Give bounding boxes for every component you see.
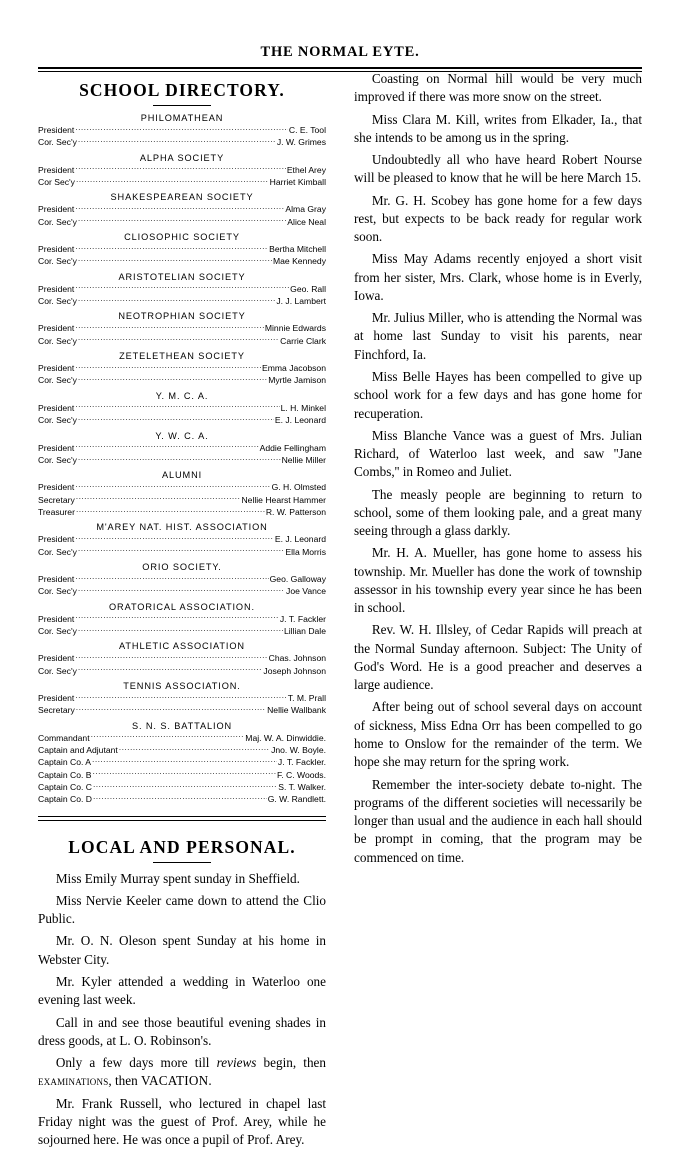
entry-dot-leader [78, 136, 276, 145]
organization-name: NEOTROPHIAN SOCIETY [118, 311, 246, 322]
entry-person: E. J. Leonard [274, 415, 326, 426]
organization-name: ORIO SOCIETY. [142, 561, 222, 572]
directory-organization [38, 311, 326, 347]
entry-dot-leader [78, 665, 263, 674]
entry-role: Cor. Sec'y [38, 586, 77, 597]
directory-organization [38, 522, 326, 558]
entry-role: President [38, 283, 75, 294]
reviews-text-end: . [208, 1073, 212, 1089]
entry-role: President [38, 244, 75, 255]
directory-entry [38, 756, 326, 768]
organization-name: ALUMNI [161, 470, 203, 481]
directory-entry [38, 164, 326, 176]
entry-dot-leader [78, 374, 267, 383]
entry-person: Myrtle Jamison [268, 375, 326, 386]
entry-dot-leader [78, 454, 281, 463]
organization-name: CLIOSOPHIC SOCIETY [124, 232, 240, 243]
two-column-body [38, 70, 642, 1148]
entry-person: Nellie Hearst Hammer [241, 494, 326, 505]
reviews-italic-word: reviews [216, 1055, 257, 1071]
entry-person: J. T. Fackler [279, 613, 326, 624]
local-personal-title: LOCAL AND PERSONAL. [68, 836, 296, 857]
directory-organization [38, 602, 326, 638]
entry-person: G. W. Randlett. [267, 794, 326, 805]
entry-person: Jno. W. Boyle. [271, 745, 326, 755]
entry-dot-leader [75, 533, 274, 542]
organization-name: ZETELETHEAN SOCIETY [119, 351, 245, 362]
entry-person: Ella Morris [285, 546, 326, 557]
entry-person: J. J. Lambert [276, 296, 326, 307]
entry-dot-leader [75, 402, 279, 411]
directory-entry [38, 362, 326, 374]
directory-entry [38, 652, 326, 664]
entry-role: Commandant [38, 732, 90, 743]
entry-dot-leader [78, 255, 272, 264]
article-paragraph: Mr. G. H. Scobey has gone home for a few days rest, but expects to be back ready for regular work soon. [354, 192, 642, 245]
article-paragraph: After being out of school several days on account of sickness, Miss Edna Orr has been compelled to go home to Onslow for the remainder of the term. We hope she may return for the spring work. [354, 699, 642, 770]
article-paragraph: Miss Nervie Keeler came down to attend the Clio Public. [38, 892, 326, 927]
directory-entry [38, 335, 326, 347]
directory-entry [38, 546, 326, 558]
entry-dot-leader [76, 176, 269, 185]
examinations-smallcaps: examinations [38, 1073, 109, 1089]
entry-role: Captain Co. C [38, 782, 92, 793]
entry-person: Nellie Wallbank [267, 705, 326, 716]
reviews-text-after: , then [108, 1073, 142, 1089]
entry-role: President [38, 442, 75, 453]
entry-dot-leader [75, 362, 261, 371]
entry-role: President [38, 613, 75, 624]
entry-dot-leader [78, 546, 285, 555]
entry-dot-leader [78, 585, 285, 594]
organization-name: ORATORICAL ASSOCIATION. [109, 601, 255, 612]
directory-organization [38, 431, 326, 467]
directory-entry [38, 203, 326, 215]
entry-role: Cor. Sec'y [38, 296, 77, 307]
entry-role: Secretary [38, 494, 75, 505]
directory-organization [38, 232, 326, 268]
directory-bottom-rule-thin [38, 820, 326, 821]
directory-entry [38, 442, 326, 454]
directory-entry [38, 414, 326, 426]
organization-name: Y. M. C. A. [155, 390, 209, 401]
directory-entry [38, 769, 326, 781]
entry-person: F. C. Woods. [276, 769, 326, 780]
entry-dot-leader [76, 494, 241, 503]
entry-dot-leader [78, 335, 279, 344]
local-personal-left-text [38, 870, 326, 1149]
directory-title-underline [153, 105, 211, 106]
directory-organization [38, 153, 326, 189]
article-paragraph: Miss Clara M. Kill, writes from Elkader, Ia., that she intends to be among us in the spring. [354, 111, 642, 145]
directory-entry [38, 295, 326, 307]
entry-role: Cor. Sec'y [38, 375, 77, 386]
entry-dot-leader [78, 414, 274, 423]
organization-name: S. N. S. BATTALION [131, 720, 233, 731]
entry-role: Cor. Sec'y [38, 137, 77, 148]
entry-person: Ethel Arey [286, 164, 326, 175]
directory-entry [38, 216, 326, 228]
left-column [38, 70, 326, 1148]
entry-role: Cor. Sec'y [38, 256, 77, 267]
organization-name: SHAKESPEAREAN SOCIETY [110, 192, 254, 203]
organization-name: TENNIS ASSOCIATION. [123, 680, 241, 691]
directory-organization [38, 192, 326, 228]
directory-organization [38, 641, 326, 677]
right-column [354, 70, 642, 995]
entry-person: Harriet Kimball [269, 177, 326, 188]
entry-role: Cor. Sec'y [38, 335, 77, 346]
entry-role: President [38, 482, 75, 493]
entry-role: President [38, 653, 75, 664]
entry-role: Cor Sec'y [38, 177, 75, 188]
directory-entry [38, 692, 326, 704]
organization-name: M'AREY NAT. HIST. ASSOCIATION [96, 522, 268, 533]
entry-dot-leader [75, 481, 270, 490]
directory-entry [38, 732, 326, 744]
entry-dot-leader [75, 692, 286, 701]
local-personal-underline [153, 862, 211, 863]
entry-role: President [38, 164, 75, 175]
directory-entry [38, 613, 326, 625]
directory-entry [38, 573, 326, 585]
local-personal-right-text [354, 70, 642, 867]
article-paragraph: Undoubtedly all who have heard Robert Nourse will be pleased to know that he will be here March 15. [354, 152, 642, 186]
entry-dot-leader [75, 243, 268, 252]
organization-name: PHILOMATHEAN [140, 113, 224, 123]
page-running-head: THE NORMAL EYTE. [260, 44, 420, 60]
entry-role: Treasurer [38, 506, 75, 517]
entry-person: Joseph Johnson [263, 665, 326, 676]
entry-role: Secretary [38, 705, 75, 716]
reviews-text-middle: begin, then [256, 1055, 326, 1071]
article-paragraph: Mr. O. N. Oleson spent Sunday at his home in Webster City. [38, 933, 326, 967]
entry-dot-leader [75, 283, 289, 292]
entry-dot-leader [75, 573, 268, 582]
entry-role: President [38, 573, 75, 584]
entry-person: C. E. Tool [288, 125, 326, 135]
article-paragraph-reviews [38, 1054, 326, 1091]
entry-person: Nellie Miller [281, 454, 326, 465]
entry-dot-leader [92, 756, 277, 765]
entry-dot-leader [93, 793, 267, 802]
article-paragraph: Miss Emily Murray spent sunday in Sheffield. [55, 870, 300, 886]
entry-dot-leader [75, 164, 286, 173]
entry-role: Cor. Sec'y [38, 665, 77, 676]
directory-entry [38, 283, 326, 295]
entry-person: T. M. Prall [287, 692, 326, 703]
entry-person: S. T. Walker. [278, 782, 326, 793]
entry-dot-leader [91, 732, 245, 741]
entry-dot-leader [76, 506, 265, 515]
article-paragraph: Coasting on Normal hill would be very much improved if there was more snow on the street. [354, 71, 642, 105]
entry-dot-leader [78, 216, 286, 225]
entry-role: President [38, 125, 75, 135]
directory-organization [38, 391, 326, 427]
directory-entry [38, 665, 326, 677]
entry-person: J. W. Grimes [276, 137, 326, 148]
article-paragraph: Rev. W. H. Illsley, of Cedar Rapids will preach at the Normal Sunday afternoon. Subject: The Unity of God's Word. He is a good preacher and deserves a large audience. [354, 622, 642, 693]
directory-organization [38, 470, 326, 518]
entry-dot-leader [78, 295, 275, 304]
entry-person: J. T. Fackler. [277, 757, 326, 768]
entry-dot-leader [93, 769, 276, 778]
directory-entry [38, 744, 326, 756]
entry-person: Emma Jacobson [261, 363, 326, 374]
article-paragraph: Mr. Kyler attended a wedding in Waterloo one evening last week. [38, 973, 326, 1008]
directory-entry [38, 481, 326, 493]
entry-dot-leader [75, 613, 279, 622]
article-paragraph: Miss Belle Hayes has been compelled to give up school work for a few days and has gone home for recuperation. [354, 368, 642, 421]
entry-dot-leader [78, 625, 283, 634]
article-paragraph: Miss May Adams recently enjoyed a short visit from her sister, Mrs. Clark, whose home is in Everly, Iowa. [354, 251, 642, 303]
entry-role: President [38, 323, 75, 334]
entry-role: President [38, 692, 75, 703]
directory-entry [38, 781, 326, 793]
article-paragraph: Miss Blanche Vance was a guest of Mrs. Julian Richard, of Waterloo last week, and saw ''Jane Combs,'' in Romeo and Juliet. [354, 427, 642, 480]
directory-entry [38, 533, 326, 545]
entry-role: Cor. Sec'y [38, 454, 77, 465]
directory-entry [38, 585, 326, 597]
entry-role: Captain Co. D [38, 794, 92, 805]
entry-person: Minnie Edwards [264, 323, 326, 334]
entry-role: Captain Co. B [38, 769, 92, 780]
directory-entry [38, 255, 326, 267]
entry-role: President [38, 402, 75, 413]
school-directory-title: SCHOOL DIRECTORY. [79, 80, 285, 100]
entry-role: President [38, 534, 75, 545]
directory-bottom-rule [38, 816, 326, 817]
entry-dot-leader [119, 744, 270, 753]
entry-dot-leader [75, 652, 267, 661]
article-paragraph: Mr. Julius Miller, who is attending the Normal was at home last Sunday to visit his parents, near Finchford, Ia. [354, 310, 642, 362]
entry-role: President [38, 363, 75, 374]
directory-organization [38, 351, 326, 387]
organization-name: ATHLETIC ASSOCIATION [119, 641, 245, 652]
directory-organization [38, 562, 326, 598]
directory-organization [38, 721, 326, 806]
directory-entry [38, 793, 326, 805]
directory-entry [38, 124, 326, 136]
entry-role: Captain and Adjutant [38, 745, 118, 755]
directory-entry [38, 704, 326, 716]
article-paragraph: The measly people are beginning to return to school, some of them looking pale, and a great many seeing through a glass darkly. [354, 486, 642, 539]
entry-person: Carrie Clark [280, 335, 326, 346]
entry-dot-leader [93, 781, 277, 790]
organization-name: Y. W. C. A. [155, 430, 209, 441]
reviews-text-before: Only a few days more till [55, 1055, 217, 1071]
entry-person: Addie Fellingham [259, 442, 326, 453]
vacation-allcaps: VACATION [141, 1073, 209, 1089]
entry-person: Geo. Galloway [269, 573, 326, 584]
directory-entry [38, 374, 326, 386]
directory-entry [38, 243, 326, 255]
entry-dot-leader [75, 322, 264, 331]
entry-person: Joe Vance [286, 586, 326, 597]
directory-entry [38, 322, 326, 334]
entry-dot-leader [75, 442, 258, 451]
directory-entry [38, 625, 326, 637]
entry-person: Bertha Mitchell [269, 244, 326, 255]
entry-person: Alma Gray [285, 204, 326, 215]
directory-entry [38, 136, 326, 148]
school-directory-list [38, 113, 326, 806]
entry-person: Chas. Johnson [268, 653, 326, 664]
article-paragraph: Remember the inter-society debate to-night. The programs of the different societies will necessarily be longer than usual and the audience in each hall should be prompt in coming, that the program may be commenced on time. [354, 776, 642, 865]
organization-name: ALPHA SOCIETY [139, 152, 225, 163]
entry-role: President [38, 204, 75, 215]
entry-person: L. H. Minkel [280, 402, 326, 413]
entry-person: E. J. Leonard [274, 534, 326, 545]
entry-dot-leader [75, 124, 288, 133]
directory-organization [38, 113, 326, 149]
directory-organization [38, 272, 326, 308]
entry-role: Cor. Sec'y [38, 625, 77, 636]
directory-entry [38, 494, 326, 506]
entry-person: Geo. Rall [290, 283, 326, 294]
entry-role: Captain Co. A [38, 757, 92, 768]
entry-dot-leader [75, 203, 284, 212]
article-paragraph: Mr. Frank Russell, who lectured in chapel last Friday night was the guest of Prof. Arey, while he sojourned here. He was once a pupil of Prof. Arey. [38, 1095, 326, 1148]
directory-entry [38, 454, 326, 466]
entry-role: Cor. Sec'y [38, 546, 77, 557]
directory-entry [38, 506, 326, 518]
entry-person: G. H. Olmsted [271, 482, 326, 493]
organization-name: ARISTOTELIAN SOCIETY [118, 271, 246, 282]
entry-role: Cor. Sec'y [38, 216, 77, 227]
directory-entry [38, 402, 326, 414]
entry-person: Lillian Dale [283, 625, 326, 636]
entry-role: Cor. Sec'y [38, 415, 77, 426]
entry-person: Mae Kennedy [272, 256, 326, 267]
entry-person: Maj. W. A. Dinwiddie. [245, 732, 326, 743]
directory-organization [38, 681, 326, 717]
directory-entry [38, 176, 326, 188]
entry-person: R. W. Patterson [265, 506, 326, 517]
article-paragraph: Mr. H. A. Mueller, has gone home to assess his township. Mr. Mueller has done the work of township assessor in his township every year since he has been in school. [354, 545, 642, 616]
entry-person: Alice Neal [287, 216, 326, 227]
article-paragraph: Call in and see those beautiful evening shades in dress goods, at L. O. Robinson's. [38, 1014, 326, 1048]
entry-dot-leader [76, 704, 266, 713]
